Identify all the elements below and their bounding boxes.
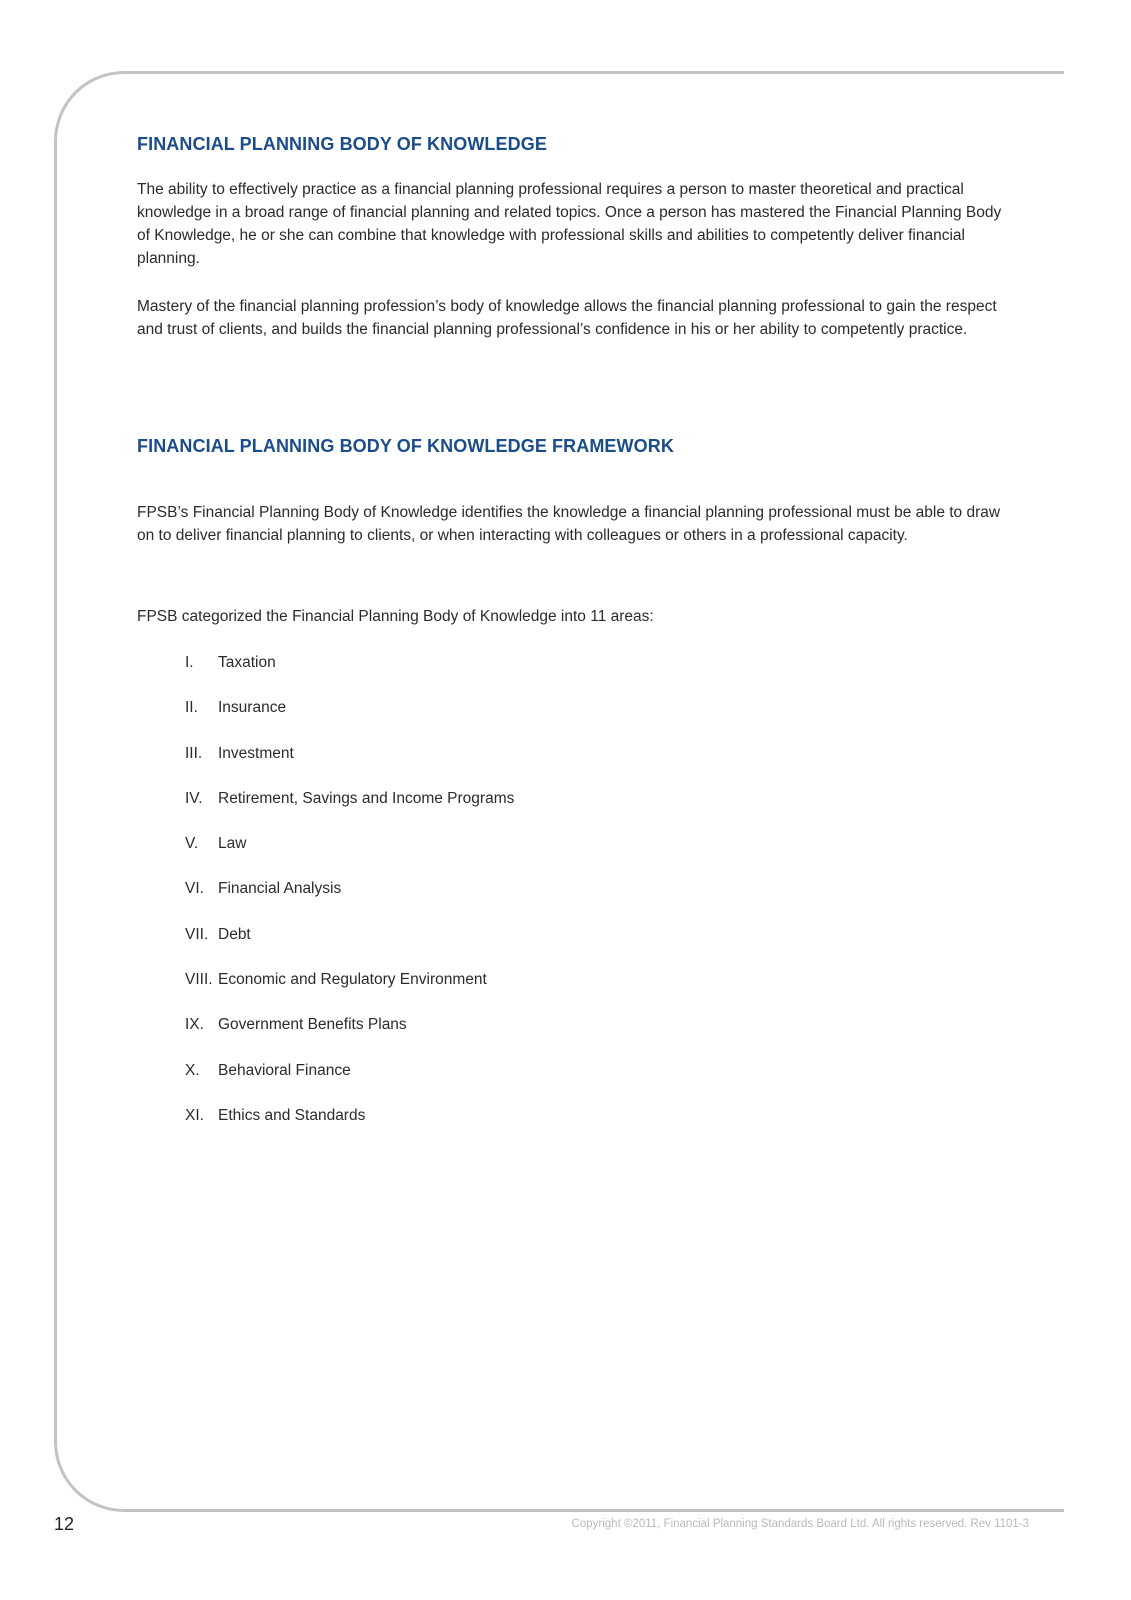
list-item [185, 1104, 514, 1149]
mastery-paragraph: Mastery of the financial planning profession’s body of knowledge allows the financial planning professional to gain the respect and trust of clients, and builds the financial planning professional’s confidence in his or her ability to competently practice. [137, 298, 997, 338]
list-item-numeral: X. [185, 1061, 200, 1079]
list-item-label: Debt [218, 925, 251, 943]
list-item [185, 742, 514, 787]
list-item-numeral: VIII. [185, 971, 213, 989]
list-item [185, 968, 514, 1013]
list-item-label: Taxation [218, 654, 276, 671]
list-item-label: Financial Analysis [218, 880, 342, 898]
list-item-label: Government Benefits Plans [218, 1016, 407, 1034]
list-item [185, 1013, 514, 1058]
list-item [185, 696, 514, 741]
list-item-label: Insurance [218, 699, 287, 717]
page-number: 12 [54, 1514, 75, 1534]
list-item-numeral: IX. [185, 1016, 204, 1034]
list-item [185, 832, 514, 877]
list-item-numeral: V. [185, 835, 199, 853]
list-item [185, 923, 514, 968]
section-heading-body-of-knowledge: FINANCIAL PLANNING BODY OF KNOWLEDGE [137, 134, 547, 154]
section-heading-framework: FINANCIAL PLANNING BODY OF KNOWLEDGE FRAMEWORK [137, 436, 674, 456]
list-item-label: Behavioral Finance [218, 1061, 351, 1079]
list-item-numeral: VII. [185, 925, 209, 943]
list-item-numeral: I. [185, 654, 194, 671]
copyright-notice: Copyright ©2011, Financial Planning Standards Board Ltd. All rights reserved. Rev 1101-3 [571, 1518, 1029, 1530]
list-item [185, 651, 514, 696]
framework-paragraph: FPSB’s Financial Planning Body of Knowledge identifies the knowledge a financial planning professional must be able to draw on to deliver financial planning to clients, or when interacting with colleagues or others in a professional capacity. [137, 504, 1001, 544]
list-item-label: Retirement, Savings and Income Programs [218, 789, 515, 807]
list-item-label: Investment [218, 744, 294, 762]
list-item-numeral: III. [185, 744, 203, 762]
list-item [185, 1059, 514, 1104]
list-item-numeral: VI. [185, 880, 204, 898]
list-item-numeral: XI. [185, 1106, 204, 1124]
list-item-label: Law [218, 835, 247, 853]
areas-intro-paragraph: FPSB categorized the Financial Planning Body of Knowledge into 11 areas: [137, 608, 654, 625]
list-item [185, 787, 514, 832]
intro-paragraph: The ability to effectively practice as a financial planning professional requires a person to master theoretical and practical knowledge in a broad range of financial planning and related topics. Once a person has mastered the Financial Planning Body of Knowledge, he or she can combine that knowledge with professional skills and abilities to competently deliver financial planning. [137, 181, 1002, 267]
list-item [185, 877, 514, 922]
list-item-numeral: II. [185, 699, 198, 717]
list-item-label: Ethics and Standards [218, 1106, 366, 1124]
list-item-label: Economic and Regulatory Environment [218, 971, 487, 989]
knowledge-areas-list [185, 651, 514, 1149]
list-item-numeral: IV. [185, 789, 203, 807]
